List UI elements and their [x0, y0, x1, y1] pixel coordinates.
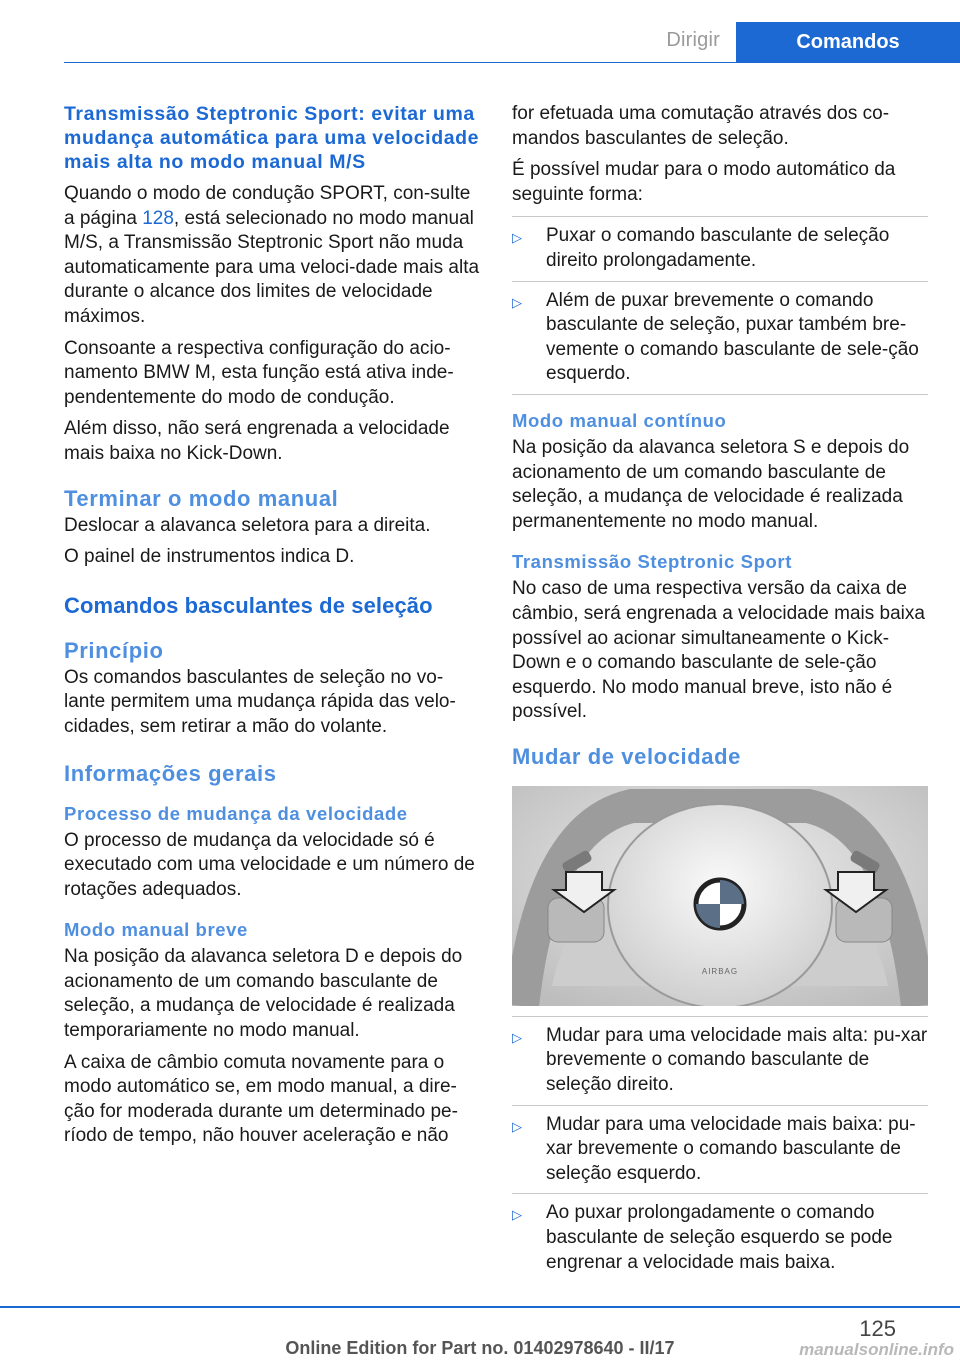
- paragraph-process: O processo de mudança da velocidade só é executado com uma velocidade e um número de rotações adequados.: [64, 829, 475, 900]
- paragraph-brief-1: Na posição da alavanca seletora D e depois do acionamento de um comando basculante de seleção, a mudança de velocidade é realizada temporariamente no modo manual.: [64, 946, 463, 1042]
- paragraph-continued: for efetuada uma comutação através dos co-mandos basculantes de seleção.: [512, 103, 890, 149]
- list-item: [512, 282, 928, 395]
- bullet-list-auto-mode: [512, 216, 928, 395]
- airbag-label: AIRBAG: [701, 966, 739, 976]
- triangle-right-icon: ▷: [512, 1207, 522, 1223]
- header-chapter-tab: Comandos: [736, 22, 960, 62]
- heading-sport-avoid-upshift: Transmissão Steptronic Sport: evitar uma mudança automática para uma velocidade mais alta no modo manual M/S: [64, 103, 480, 173]
- list-item-text: Mudar para uma velocidade mais alta: pu-xar brevemente o comando basculante de seleção direito.: [546, 1024, 928, 1096]
- heading-change-gear: Mudar de velocidade: [512, 743, 742, 769]
- list-item-text: Ao puxar prolongadamente o comando basculante de seleção esquerdo se pode engrenar a velocidade mais baixa.: [546, 1202, 893, 1273]
- heading-continuous-manual: Modo manual contínuo: [512, 409, 727, 431]
- triangle-right-icon: ▷: [512, 1029, 522, 1045]
- paragraph-sport-2: Consoante a respectiva configuração do acio-namento BMW M, esta função está ativa inde-pendentemente do modo de condução.: [64, 337, 454, 408]
- paragraph-sport-1: [64, 182, 480, 330]
- header-section: Dirigir: [666, 29, 720, 51]
- paragraph-principle: Os comandos basculantes de seleção no vo-lante permitem uma mudança rápida das velo-cidades, sem retirar a mão do volante.: [64, 666, 456, 737]
- paragraph-brief-2: A caixa de câmbio comuta novamente para o modo automático se, em modo manual, a dire-ção for moderada durante um determinado pe-ríodo de tempo, não houver aceleração e não: [64, 1051, 458, 1147]
- heading-process: Processo de mudança da velocidade: [64, 802, 408, 824]
- text: Quando o modo de condução SPORT, con-sulte a página: [64, 183, 471, 229]
- heading-paddles: Comandos basculantes de seleção: [64, 592, 433, 618]
- paragraph-end-1: Deslocar a alavanca seletora para a direita.: [64, 514, 431, 536]
- triangle-right-icon: ▷: [512, 230, 522, 246]
- heading-principle: Princípio: [64, 637, 164, 663]
- edition-footer: Online Edition for Part no. 01402978640 - II/17: [285, 1338, 675, 1358]
- triangle-right-icon: ▷: [512, 294, 522, 310]
- list-item: [512, 1106, 928, 1195]
- heading-end-manual: Terminar o modo manual: [64, 485, 339, 511]
- header-rule: [64, 62, 960, 63]
- bullet-list-gear-change: [512, 1016, 928, 1282]
- page-number: 125: [859, 1316, 896, 1341]
- list-item: [512, 217, 928, 281]
- paragraph-end-2: O painel de instrumentos indica D.: [64, 546, 355, 568]
- steering-wheel-illustration: [512, 786, 928, 1006]
- footer-rule: [0, 1306, 960, 1308]
- list-item-text: Mudar para uma velocidade mais baixa: pu-xar brevemente o comando basculante de seleção esquerdo.: [546, 1113, 916, 1184]
- paragraph-continuous: Na posição da alavanca seletora S e depois do acionamento de um comando basculante de seleção, a mudança de velocidade é realizada permanentemente no modo manual.: [512, 436, 910, 532]
- right-column: [512, 102, 928, 1296]
- list-item-text: Puxar o comando basculante de seleção direito prolongadamente.: [546, 225, 890, 271]
- paragraph-steptronic-sport: No caso de uma respectiva versão da caixa de câmbio, será engrenada a velocidade mais baixa possível ao acionar simultaneamente o Kick-Down e o comando basculante de sele-ção esquerdo. No modo manual breve, isto não é possível.: [512, 578, 925, 723]
- page-header: [0, 0, 960, 64]
- heading-general: Informações gerais: [64, 760, 277, 786]
- paragraph-auto-mode: É possível mudar para o modo automático da seguinte forma:: [512, 159, 896, 205]
- triangle-right-icon: ▷: [512, 1118, 522, 1134]
- steering-wheel-image: [512, 786, 928, 1006]
- page-reference-link[interactable]: 128: [142, 207, 174, 229]
- paragraph-sport-3: Além disso, não será engrenada a velocidade mais baixa no Kick-Down.: [64, 418, 450, 464]
- left-column: [64, 102, 480, 1156]
- heading-brief-manual: Modo manual breve: [64, 919, 248, 941]
- list-item-text: Além de puxar brevemente o comando basculante de seleção, puxar também bre-vemente o comando basculante de sele-ção esquerdo.: [546, 289, 919, 385]
- heading-steptronic-sport: Transmissão Steptronic Sport: [512, 551, 792, 573]
- list-item: [512, 1194, 928, 1282]
- list-item: [512, 1017, 928, 1106]
- text: , está selecionado no modo manual M/S, a Transmissão Steptronic Sport não muda automaticamente para uma veloci-dade mais alta durante o alcance dos limites de velocidade máximos.: [64, 207, 480, 327]
- watermark: manualsonline.info: [799, 1340, 954, 1359]
